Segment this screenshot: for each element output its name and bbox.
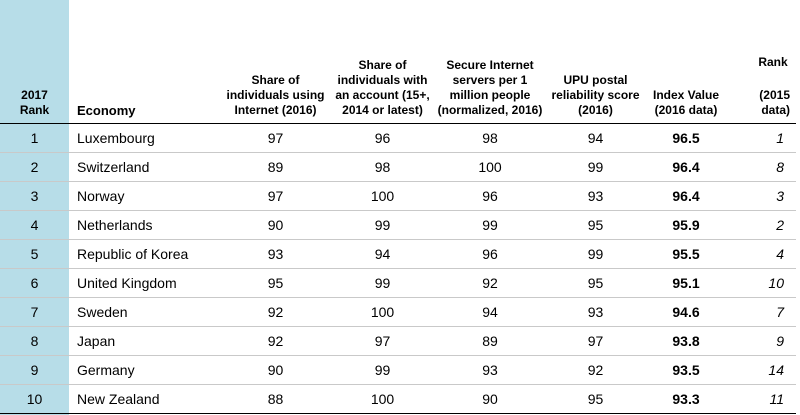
cell-internet-share: 92: [219, 326, 332, 355]
cell-rank-2015: 4: [728, 239, 796, 268]
cell-upu-score: 92: [547, 355, 644, 384]
table-row: [0, 355, 796, 384]
cell-upu-score: 95: [547, 210, 644, 239]
cell-internet-share: 89: [219, 152, 332, 181]
cell-index-value: 93.3: [644, 384, 728, 413]
cell-index-value: 93.5: [644, 355, 728, 384]
cell-economy: New Zealand: [69, 384, 219, 413]
cell-index-value: 96.4: [644, 152, 728, 181]
cell-rank-2017: 8: [0, 326, 69, 355]
cell-index-value: 95.9: [644, 210, 728, 239]
cell-secure-servers: 99: [433, 210, 547, 239]
cell-index-value: 95.5: [644, 239, 728, 268]
cell-economy: Norway: [69, 181, 219, 210]
cell-secure-servers: 94: [433, 297, 547, 326]
cell-account-share: 100: [332, 181, 433, 210]
cell-economy: Republic of Korea: [69, 239, 219, 268]
cell-secure-servers: 89: [433, 326, 547, 355]
cell-account-share: 96: [332, 123, 433, 152]
cell-rank-2017: 4: [0, 210, 69, 239]
table-row: [0, 152, 796, 181]
cell-economy: Germany: [69, 355, 219, 384]
cell-account-share: 99: [332, 268, 433, 297]
cell-account-share: 97: [332, 326, 433, 355]
cell-index-value: 95.1: [644, 268, 728, 297]
cell-rank-2015: 1: [728, 123, 796, 152]
cell-upu-score: 95: [547, 384, 644, 413]
header-row: [0, 0, 796, 123]
header-rank-2015-note: (2015 data): [759, 87, 790, 117]
cell-rank-2017: 2: [0, 152, 69, 181]
cell-index-value: 94.6: [644, 297, 728, 326]
cell-secure-servers: 92: [433, 268, 547, 297]
cell-secure-servers: 96: [433, 181, 547, 210]
cell-economy: Netherlands: [69, 210, 219, 239]
cell-internet-share: 90: [219, 210, 332, 239]
cell-secure-servers: 90: [433, 384, 547, 413]
table-row: [0, 123, 796, 152]
cell-rank-2017: 3: [0, 181, 69, 210]
table-body: [0, 123, 796, 413]
cell-internet-share: 88: [219, 384, 332, 413]
cell-rank-2017: 6: [0, 268, 69, 297]
cell-account-share: 100: [332, 384, 433, 413]
cell-rank-2017: 7: [0, 297, 69, 326]
cell-upu-score: 97: [547, 326, 644, 355]
cell-rank-2015: 10: [728, 268, 796, 297]
cell-rank-2015: 14: [728, 355, 796, 384]
cell-economy: Luxembourg: [69, 123, 219, 152]
cell-economy: Japan: [69, 326, 219, 355]
cell-rank-2015: 7: [728, 297, 796, 326]
header-account-share: Share of individuals with an account (15+, 2014 or latest): [332, 0, 433, 123]
cell-internet-share: 90: [219, 355, 332, 384]
cell-upu-score: 93: [547, 181, 644, 210]
cell-economy: Sweden: [69, 297, 219, 326]
cell-rank-2017: 9: [0, 355, 69, 384]
cell-index-value: 96.5: [644, 123, 728, 152]
cell-internet-share: 92: [219, 297, 332, 326]
cell-account-share: 100: [332, 297, 433, 326]
header-upu-score: UPU postal reliability score (2016): [547, 0, 644, 123]
table-row: [0, 326, 796, 355]
cell-upu-score: 93: [547, 297, 644, 326]
cell-upu-score: 99: [547, 239, 644, 268]
table-row: [0, 239, 796, 268]
cell-secure-servers: 93: [433, 355, 547, 384]
cell-internet-share: 93: [219, 239, 332, 268]
table-row: [0, 384, 796, 413]
table-row: [0, 268, 796, 297]
cell-economy: United Kingdom: [69, 268, 219, 297]
cell-rank-2015: 2: [728, 210, 796, 239]
cell-economy: Switzerland: [69, 152, 219, 181]
cell-internet-share: 97: [219, 123, 332, 152]
cell-account-share: 99: [332, 355, 433, 384]
header-rank-2015-label: Rank: [758, 54, 788, 69]
cell-upu-score: 99: [547, 152, 644, 181]
header-rank-2015: [728, 0, 796, 123]
cell-secure-servers: 96: [433, 239, 547, 268]
table-row: [0, 181, 796, 210]
cell-account-share: 99: [332, 210, 433, 239]
cell-rank-2017: 10: [0, 384, 69, 413]
cell-account-share: 94: [332, 239, 433, 268]
cell-index-value: 93.8: [644, 326, 728, 355]
cell-upu-score: 94: [547, 123, 644, 152]
cell-rank-2015: 9: [728, 326, 796, 355]
cell-internet-share: 97: [219, 181, 332, 210]
header-internet-share: Share of individuals using Internet (2016): [219, 0, 332, 123]
cell-upu-score: 95: [547, 268, 644, 297]
header-rank-2017: 2017 Rank: [0, 0, 69, 123]
cell-rank-2015: 3: [728, 181, 796, 210]
cell-rank-2017: 5: [0, 239, 69, 268]
table-row: [0, 210, 796, 239]
cell-rank-2017: 1: [0, 123, 69, 152]
cell-index-value: 96.4: [644, 181, 728, 210]
cell-rank-2015: 8: [728, 152, 796, 181]
header-index-value: Index Value (2016 data): [644, 0, 728, 123]
header-secure-servers: Secure Internet servers per 1 million people (normalized, 2016): [433, 0, 547, 123]
cell-rank-2015: 11: [728, 384, 796, 413]
cell-account-share: 98: [332, 152, 433, 181]
cell-secure-servers: 100: [433, 152, 547, 181]
cell-internet-share: 95: [219, 268, 332, 297]
header-economy: Economy: [69, 0, 219, 123]
table-row: [0, 297, 796, 326]
cell-secure-servers: 98: [433, 123, 547, 152]
